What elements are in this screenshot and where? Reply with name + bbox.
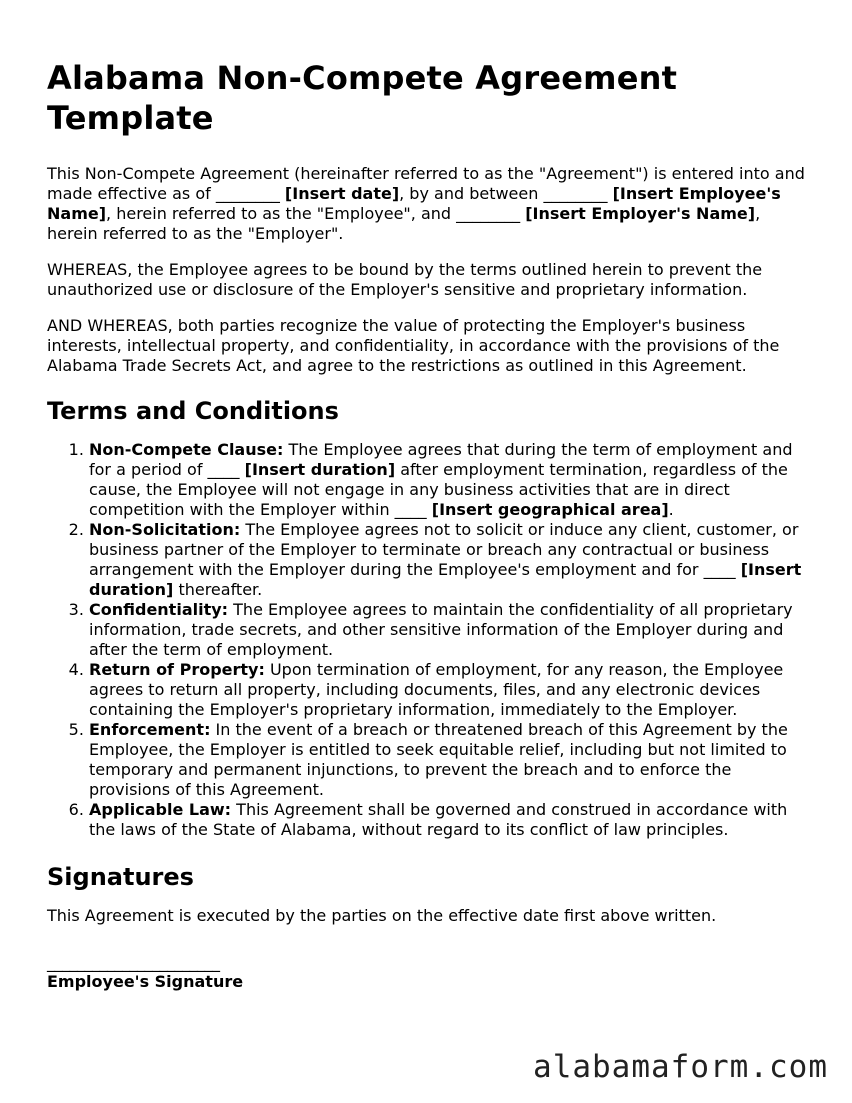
- site-watermark: alabamaform.com: [533, 1049, 828, 1085]
- term-label: Non-Solicitation:: [89, 520, 241, 539]
- term-text: The Employee agrees that during the term of employment and for a period of ____: [89, 440, 793, 479]
- term-text: thereafter.: [173, 580, 263, 599]
- term-text: In the event of a breach or threatened breach of this Agreement by the Employee, the Employer is entitled to seek equitable relief, including but not limited to temporary and permanent injunctions, to prevent the breach and to enforce the provisions of this Agreement.: [89, 720, 788, 799]
- list-item-return-of-property: [89, 660, 812, 720]
- insert-duration-placeholder: [Insert duration]: [244, 460, 396, 479]
- list-item-applicable-law: [89, 800, 812, 840]
- intro-text-1: This Non-Compete Agreement (hereinafter referred to as the "Agreement") is entered into and made effective as of ________: [47, 164, 805, 203]
- insert-date-placeholder: [Insert date]: [284, 184, 400, 203]
- whereas-paragraph: WHEREAS, the Employee agrees to be bound by the terms outlined herein to prevent the unauthorized use or disclosure of the Employer's sensitive and proprietary information.: [47, 260, 763, 299]
- intro-text-4: , herein referred to as the "Employer".: [47, 204, 761, 243]
- intro-text-2: , by and between ________: [399, 184, 613, 203]
- intro-paragraph: [47, 164, 812, 244]
- term-label: Enforcement:: [89, 720, 211, 739]
- intro-text-3: , herein referred to as the "Employee", and ________: [106, 204, 526, 223]
- term-label: Return of Property:: [89, 660, 265, 679]
- insert-duration-placeholder: [Insert duration]: [89, 560, 802, 599]
- term-text: The Employee agrees to maintain the confidentiality of all proprietary information, trade secrets, and other sensitive information of the Employer during and after the term of employment.: [89, 600, 793, 659]
- term-text: Upon termination of employment, for any reason, the Employee agrees to return all property, including documents, files, and any electronic devices containing the Employer's proprietary information, immediately to the Employer.: [89, 660, 784, 719]
- terms-list: [47, 440, 812, 840]
- term-label: Confidentiality:: [89, 600, 229, 619]
- insert-geographical-area-placeholder: [Insert geographical area]: [431, 500, 669, 519]
- list-item-enforcement: [89, 720, 812, 800]
- document-page: [47, 58, 812, 992]
- signatures-heading: Signatures: [47, 863, 194, 891]
- term-label: Non-Compete Clause:: [89, 440, 284, 459]
- term-text: after employment termination, regardless of the cause, the Employee will not engage in any business activities that are in direct competition with the Employer within ____: [89, 460, 788, 519]
- term-label: Applicable Law:: [89, 800, 232, 819]
- and-whereas-paragraph: AND WHEREAS, both parties recognize the value of protecting the Employer's business interests, intellectual property, and confidentiality, in accordance with the provisions of the Alabama Trade Secrets Act, and agree to the restrictions as outlined in this Agreement.: [47, 316, 780, 375]
- term-text: The Employee agrees not to solicit or induce any client, customer, or business partner of the Employer to terminate or breach any contractual or business arrangement with the Employer during the Employee's employment and for ____: [89, 520, 799, 579]
- term-text: This Agreement shall be governed and construed in accordance with the laws of the State of Alabama, without regard to its conflict of law principles.: [89, 800, 788, 839]
- term-text: .: [668, 500, 674, 519]
- signatures-text: This Agreement is executed by the parties on the effective date first above written.: [47, 906, 717, 925]
- insert-employee-name-placeholder: [Insert Employee's Name]: [47, 184, 781, 223]
- insert-employer-name-placeholder: [Insert Employer's Name]: [525, 204, 756, 223]
- list-item-non-compete: [89, 440, 812, 520]
- list-item-non-solicitation: [89, 520, 812, 600]
- document-title: Alabama Non-Compete Agreement Template: [47, 59, 678, 137]
- list-item-confidentiality: [89, 600, 812, 660]
- employee-signature-label: Employee's Signature: [47, 972, 244, 991]
- terms-heading: Terms and Conditions: [47, 397, 339, 425]
- employee-signature-line: _______________________: [47, 953, 220, 972]
